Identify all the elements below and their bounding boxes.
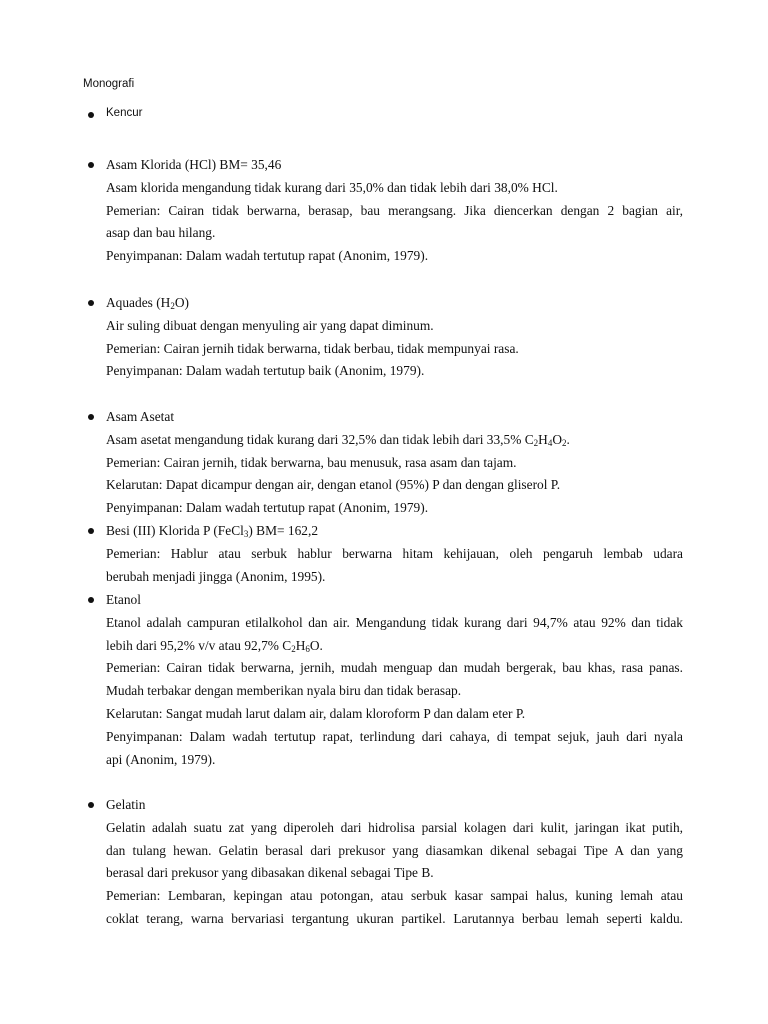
section-line: berasal dari prekusor yang dibasakan dikenal sebagai Tipe B.: [106, 865, 434, 881]
section-asam-klorida: [106, 154, 683, 268]
section-line: Pemerian: Cairan jernih, tidak berwarna, bau menusuk, rasa asam dan tajam.: [106, 454, 517, 470]
section-line: Penyimpanan: Dalam wadah tertutup rapat (Anonim, 1979).: [106, 248, 429, 264]
section-line: Penyimpanan: Dalam wadah tertutup baik (Anonim, 1979).: [106, 363, 425, 379]
section-gelatin: [106, 794, 683, 931]
bullet-icon: [88, 112, 94, 118]
section-line: Etanol adalah campuran etilalkohol dan air. Mengandung tidak kurang dari 94,7% atau 92% dan tidak: [106, 614, 683, 630]
section-etanol: [106, 589, 683, 771]
section-line: berubah menjadi jingga (Anonim, 1995).: [106, 568, 326, 584]
section-line: Mudah terbakar dengan memberikan nyala biru dan tidak berasap.: [106, 683, 462, 699]
bullet-icon: [88, 597, 94, 603]
section-line: Penyimpanan: Dalam wadah tertutup rapat (Anonim, 1979).: [106, 500, 429, 516]
section-besi-klorida: [106, 520, 683, 588]
section-aquades: [106, 292, 683, 383]
section-line: asap dan bau hilang.: [106, 225, 216, 241]
section-title: Gelatin: [106, 797, 146, 812]
section-line: Air suling dibuat dengan menyuling air yang dapat diminum.: [106, 317, 434, 333]
bullet-icon: [88, 162, 94, 168]
section-title: Asam Asetat: [106, 409, 175, 424]
section-line: lebih dari 95,2% v/v atau 92,7% $C_2H_6O$.: [106, 637, 323, 654]
section-line: Asam asetat mengandung tidak kurang dari 32,5% dan tidak lebih dari 33,5% $C_2H_4O_2$.: [106, 431, 570, 448]
section-line: Pemerian: Hablur atau serbuk hablur berwarna hitam kehijauan, oleh pengaruh lembab udara: [106, 545, 683, 561]
bullet-icon: [88, 528, 94, 534]
section-line: Kelarutan: Dapat dicampur dengan air, dengan etanol (95%) P dan dengan gliserol P.: [106, 477, 561, 493]
bullet-icon: [88, 414, 94, 420]
bullet-icon: [88, 300, 94, 306]
section-title: Asam Klorida (HCl) BM= 35,46: [106, 157, 282, 172]
section-line: Pemerian: Cairan jernih tidak berwarna, tidak berbau, tidak mempunyai rasa.: [106, 340, 519, 356]
section-title: Etanol: [106, 592, 141, 607]
section-line: Kelarutan: Sangat mudah larut dalam air, dalam kloroform P dan dalam eter P.: [106, 705, 526, 721]
section-title: Besi (III) Klorida P (FeCl$_3$) BM= 162,2: [106, 523, 319, 539]
section-line: api (Anonim, 1979).: [106, 751, 216, 767]
section-line: coklat terang, warna bervariasi tergantung ukuran partikel. Larutannya berbau lemah seperti kaldu.: [106, 910, 683, 926]
section-line: Pemerian: Lembaran, kepingan atau potongan, atau serbuk kasar sampai halus, kuning lemah atau: [106, 888, 683, 904]
section-title: Aquades $(H_2O)$: [106, 295, 189, 311]
section-asam-asetat: [106, 406, 683, 520]
section-line: Pemerian: Cairan tidak berwarna, jernih, mudah menguap dan mudah bergerak, bau khas, rasa panas.: [106, 660, 683, 676]
section-line: Penyimpanan: Dalam wadah tertutup rapat, terlindung dari cahaya, di tempat sejuk, jauh dari nyala: [106, 728, 683, 744]
section-line: dan tulang hewan. Gelatin berasal dari prekusor yang diasamkan dikenal sebagai Tipe A dan yang: [106, 842, 683, 858]
list-item-kencur: Kencur: [106, 107, 143, 119]
bullet-icon: [88, 802, 94, 808]
section-line: Asam klorida mengandung tidak kurang dari 35,0% dan tidak lebih dari 38,0% HCl.: [106, 179, 558, 195]
section-line: Gelatin adalah suatu zat yang diperoleh dari hidrolisa parsial kolagen dari kulit, jaringan ikat putih,: [106, 819, 683, 835]
section-line: Pemerian: Cairan tidak berwarna, berasap, bau merangsang. Jika diencerkan dengan 2 bagian air,: [106, 202, 683, 218]
document-heading: Monografi: [83, 78, 135, 90]
